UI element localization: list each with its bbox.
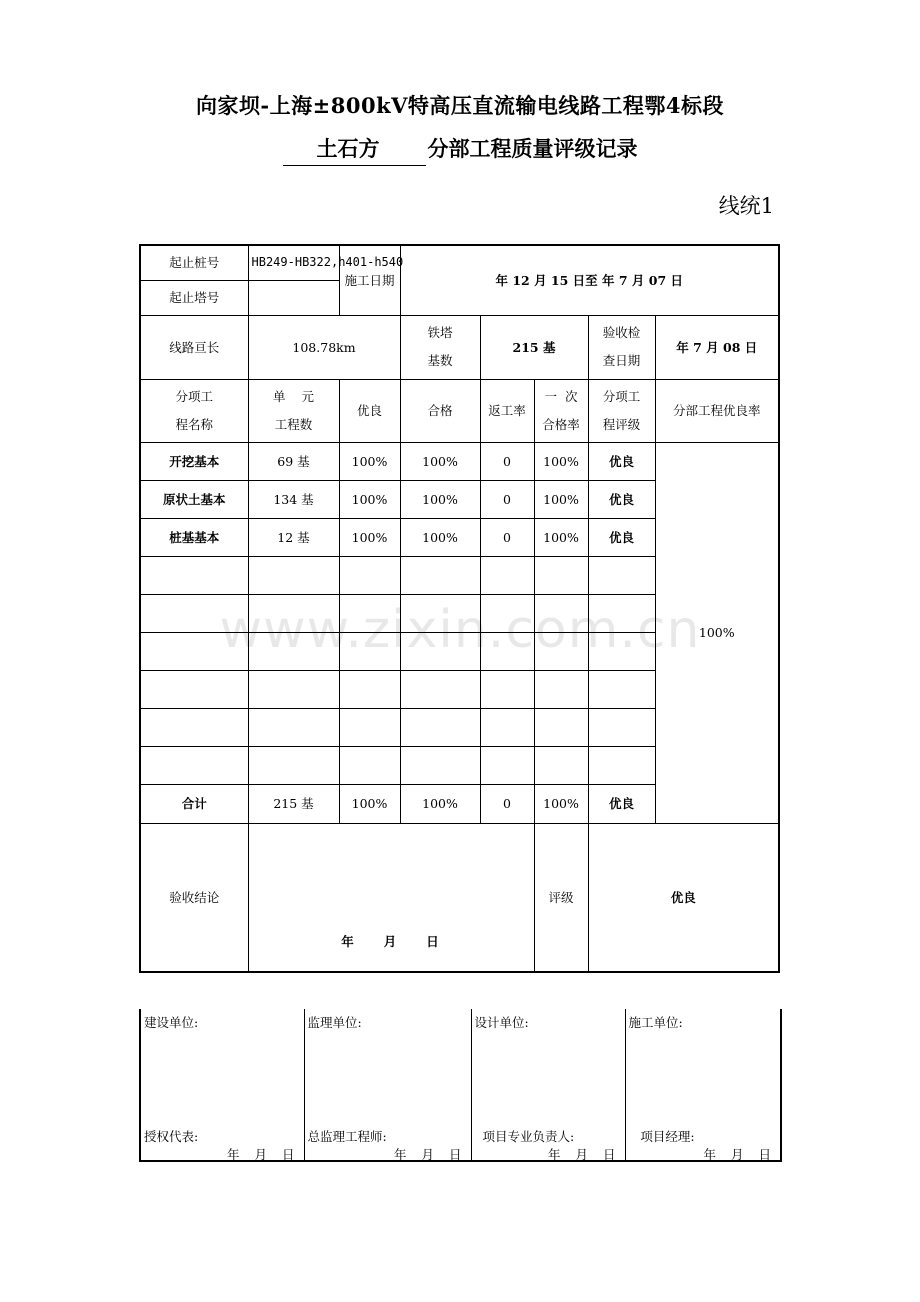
col-division-rate: 分部工程优良率 xyxy=(655,379,779,442)
conclusion-area xyxy=(248,823,534,972)
row-3-grade: 优良 xyxy=(588,518,655,556)
grade-label: 评级 xyxy=(534,823,588,972)
row-2-first-pass: 100% xyxy=(534,480,588,518)
division-excellent-rate: 100% xyxy=(655,442,779,823)
grade-value: 优良 xyxy=(588,823,779,972)
row-1-qualified: 100% xyxy=(400,442,480,480)
document-subtitle xyxy=(0,133,920,166)
tower-label: 起止塔号 xyxy=(140,280,248,315)
total-units: 215 基 xyxy=(248,784,339,823)
signature-owner: 建设单位: 授权代表: 年 月 日 xyxy=(140,1009,304,1161)
col-qualified: 合格 xyxy=(400,379,480,442)
tower-count-value: 215 基 xyxy=(480,315,588,379)
construction-date-label: 施工日期 xyxy=(339,245,400,315)
col-units: 单 元 工程数 xyxy=(248,379,339,442)
row-3-first-pass: 100% xyxy=(534,518,588,556)
signature-designer: 设计单位: 项目专业负责人: 年 月 日 xyxy=(471,1009,625,1161)
tower-count-label: 铁塔 基数 xyxy=(400,315,480,379)
row-3-name: 桩基基本 xyxy=(140,518,248,556)
total-first-pass: 100% xyxy=(534,784,588,823)
total-qualified: 100% xyxy=(400,784,480,823)
row-1-first-pass: 100% xyxy=(534,442,588,480)
subtitle-suffix: 分部工程质量评级记录 xyxy=(427,136,638,161)
col-rework-rate: 返工率 xyxy=(480,379,534,442)
total-name: 合计 xyxy=(140,784,248,823)
col-item-name: 分项工 程名称 xyxy=(140,379,248,442)
conclusion-date: 年 月 日 xyxy=(341,933,441,949)
conclusion-label: 验收结论 xyxy=(140,823,248,972)
signature-supervisor: 监理单位: 总监理工程师: 年 月 日 xyxy=(304,1009,471,1161)
row-1-name: 开挖基本 xyxy=(140,442,248,480)
signature-table xyxy=(139,1009,782,1162)
subproject-name: 土石方 xyxy=(283,133,426,166)
col-item-grade: 分项工 程评级 xyxy=(588,379,655,442)
row-2-rework: 0 xyxy=(480,480,534,518)
watermark: www.zixin.com.cn xyxy=(219,600,701,660)
route-length-value: 108.78km xyxy=(248,315,400,379)
col-excellent: 优良 xyxy=(339,379,400,442)
pile-label: 起止桩号 xyxy=(140,245,248,280)
row-2-name: 原状土基本 xyxy=(140,480,248,518)
col-first-pass: 一 次 合格率 xyxy=(534,379,588,442)
row-2-units: 134 基 xyxy=(248,480,339,518)
inspection-date-label: 验收检 查日期 xyxy=(588,315,655,379)
signature-contractor: 施工单位: 项目经理: 年 月 日 xyxy=(625,1009,781,1161)
row-2-qualified: 100% xyxy=(400,480,480,518)
pile-value: HB249-HB322,h401-h540 xyxy=(248,245,339,280)
tower-value xyxy=(248,280,339,315)
route-length-label: 线路亘长 xyxy=(140,315,248,379)
row-3-units: 12 基 xyxy=(248,518,339,556)
total-excellent: 100% xyxy=(339,784,400,823)
row-2-excellent: 100% xyxy=(339,480,400,518)
row-1-excellent: 100% xyxy=(339,442,400,480)
construction-date-value: 年 12 月 15 日至 年 7 月 07 日 xyxy=(400,245,779,315)
row-3-rework: 0 xyxy=(480,518,534,556)
row-1-units: 69 基 xyxy=(248,442,339,480)
total-rework: 0 xyxy=(480,784,534,823)
row-3-qualified: 100% xyxy=(400,518,480,556)
row-1-rework: 0 xyxy=(480,442,534,480)
inspection-date-value: 年 7 月 08 日 xyxy=(655,315,779,379)
row-1-grade: 优良 xyxy=(588,442,655,480)
document-title: 向家坝-上海±800kV特高压直流输电线路工程鄂4标段 xyxy=(195,93,725,118)
form-code: 线统1 xyxy=(718,194,774,218)
row-3-excellent: 100% xyxy=(339,518,400,556)
row-2-grade: 优良 xyxy=(588,480,655,518)
quality-rating-table xyxy=(139,244,780,973)
total-grade: 优良 xyxy=(588,784,655,823)
